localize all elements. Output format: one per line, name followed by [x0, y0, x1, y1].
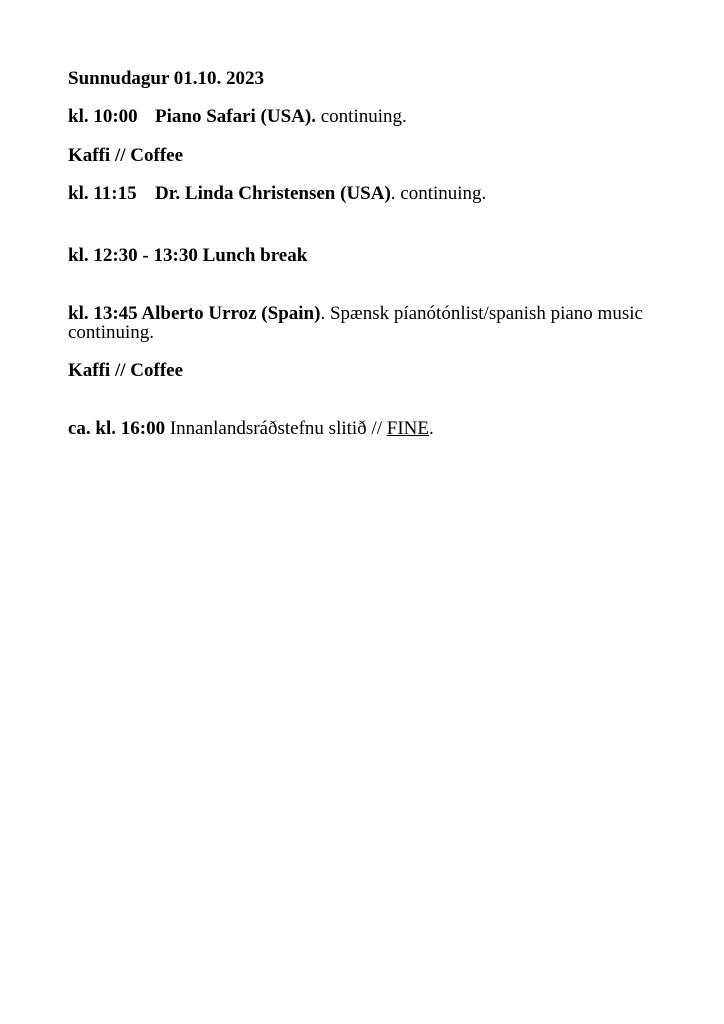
closing-time: ca. kl. 16:00 [68, 418, 166, 440]
coffee-break-label: Kaffi // Coffee [68, 144, 184, 166]
lunch-break-label: kl. 12:30 - 13:30 Lunch break [68, 244, 308, 266]
entry-note: . continuing. [390, 183, 487, 205]
schedule-entry-alberto-urroz [68, 304, 656, 343]
entry-time: kl. 11:15 [68, 183, 137, 205]
closing-period: . [428, 418, 434, 440]
closing-entry [68, 419, 656, 438]
entry-title: Piano Safari (USA). [155, 106, 316, 128]
entry-note: continuing. [315, 106, 407, 128]
schedule-date-heading [68, 69, 656, 88]
schedule-entry-linda-christensen [68, 184, 656, 203]
entry-time: kl. 10:00 [68, 106, 138, 128]
fine-label: FINE [386, 418, 429, 440]
coffee-break-label: Kaffi // Coffee [68, 359, 184, 381]
lunch-break-entry [68, 246, 656, 265]
coffee-break-entry [68, 146, 656, 165]
entry-title: Dr. Linda Christensen (USA) [155, 183, 391, 205]
closing-text: Innanlandsráðstefnu slitið // [165, 418, 387, 440]
coffee-break-entry [68, 361, 656, 380]
entry-note: . Spænsk píanótónlist/spanish piano music continuing. [68, 303, 643, 344]
date-heading-label: Sunnudagur 01.10. 2023 [68, 68, 265, 89]
schedule-entry-piano-safari [68, 107, 656, 126]
schedule-content [68, 69, 656, 439]
entry-title: kl. 13:45 Alberto Urroz (Spain) [68, 303, 321, 325]
